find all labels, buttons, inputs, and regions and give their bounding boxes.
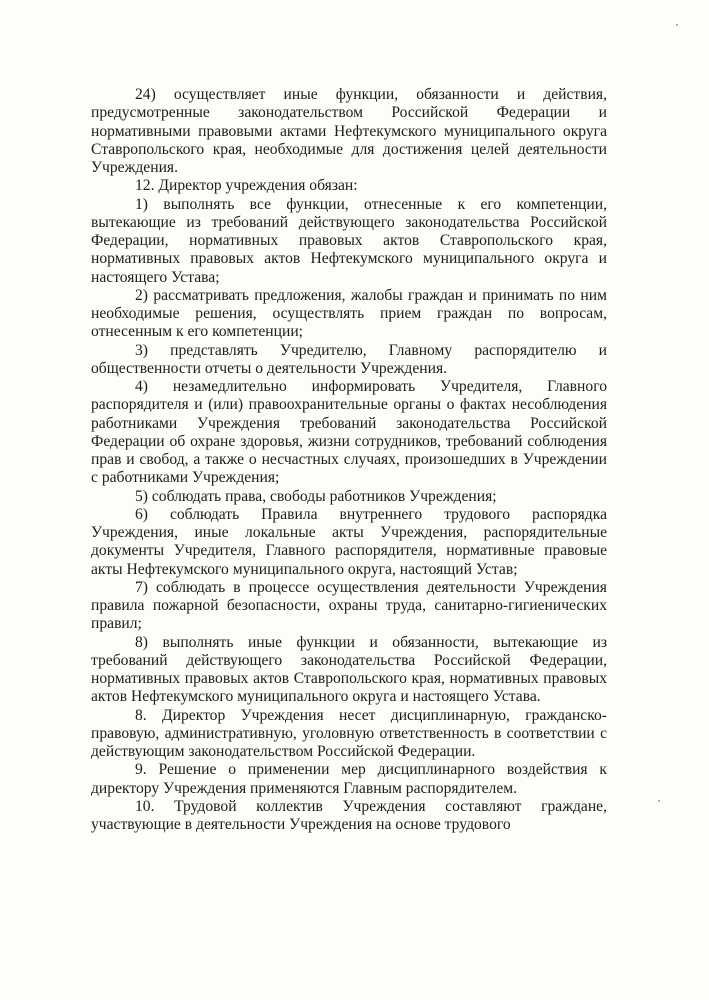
- paragraph: 8) выполнять иные функции и обязанности, вытекающие из требований действующего законодательства Российской Федерации, нормативных правовых актов Ставропольского края, нормативных правовых актов Нефтекумского муниципального округа и настоящего Устава.: [91, 633, 607, 706]
- scan-speck: [658, 800, 660, 802]
- paragraph: 6) соблюдать Правила внутреннего трудового распорядка Учреждения, иные локальные акты Учреждения, распорядительные документы Учредителя, Главного распорядителя, нормативные правовые акты Нефтекумского муниципального округа, настоящий Устав;: [91, 505, 607, 578]
- paragraph: 2) рассматривать предложения, жалобы граждан и принимать по ним необходимые решения, осуществлять прием граждан по вопросам, отнесенным к его компетенции;: [91, 286, 607, 341]
- paragraph: 5) соблюдать права, свободы работников Учреждения;: [135, 487, 497, 505]
- section-heading: 12. Директор учреждения обязан:: [135, 177, 358, 195]
- paragraph: 3) представлять Учредителю, Главному распорядителю и общественности отчеты о деятельности Учреждения.: [91, 341, 607, 377]
- document-body: [91, 86, 607, 834]
- paragraph: 9. Решение о применении мер дисциплинарного воздействия к директору Учреждения применяются Главным распорядителем.: [91, 761, 607, 797]
- paragraph: 4) незамедлительно информировать Учредителя, Главного распорядителя и (или) правоохранительные органы о фактах несоблюдения работниками Учреждения требований законодательства Российской Федерации об охране здоровья, жизни сотрудников, требований соблюдения прав и свобод, а также о несчастных случаях, произошедших в Учреждении с работниками Учреждения;: [91, 378, 607, 487]
- paragraph: 8. Директор Учреждения несет дисциплинарную, гражданско-правовую, административную, уголовную ответственность в соответствии с действующим законодательством Российской Федерации.: [91, 706, 607, 760]
- scan-speck: [676, 24, 678, 26]
- paragraph: 1) выполнять все функции, отнесенные к его компетенции, вытекающие из требований действующего законодательства Российской Федерации, нормативных правовых актов Ставропольского края, нормативных правовых актов Нефтекумского муниципального округа и настоящего Устава;: [91, 195, 607, 286]
- paragraph: 7) соблюдать в процессе осуществления деятельности Учреждения правила пожарной безопасности, охраны труда, санитарно-гигиенических правил;: [91, 578, 607, 633]
- paragraph: 10. Трудовой коллектив Учреждения составляют граждане, участвующие в деятельности Учреждения на основе трудового: [91, 797, 607, 833]
- paragraph: 24) осуществляет иные функции, обязанности и действия, предусмотренные законодательством Российской Федерации и нормативными правовыми актами Нефтекумского муниципального округа Ставропольского края, необходимые для достижения целей деятельности Учреждения.: [91, 86, 607, 176]
